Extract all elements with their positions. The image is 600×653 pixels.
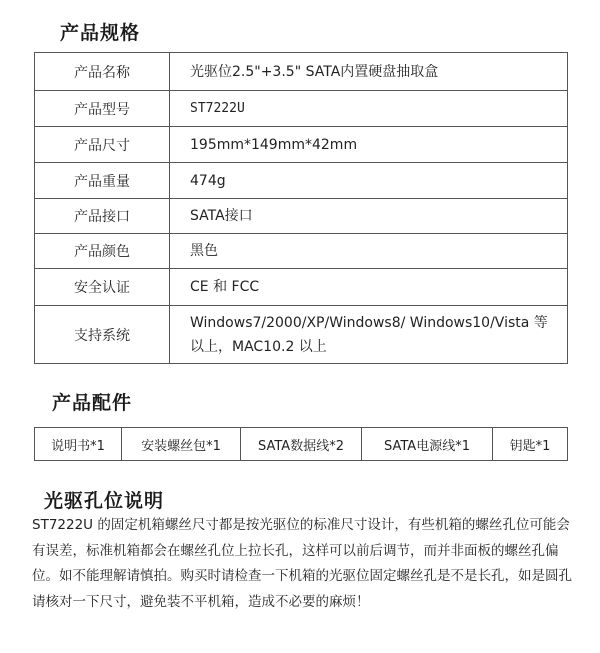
holes-section-title: 光驱孔位说明 (44, 490, 165, 512)
table-row (35, 199, 568, 234)
spec-value-weight: 474g (170, 163, 568, 199)
table-row (35, 53, 568, 91)
spec-value-size: 195mm*149mm*42mm (170, 127, 568, 163)
spec-label-weight: 产品重量 (35, 163, 170, 199)
table-row (35, 91, 568, 127)
table-row (35, 306, 568, 364)
table-row (35, 163, 568, 199)
table-row (35, 234, 568, 269)
accessories-table (34, 427, 568, 461)
accessory-key: 钥匙*1 (493, 428, 568, 461)
table-row (35, 127, 568, 163)
spec-value-interface: SATA接口 (170, 199, 568, 234)
spec-label-os: 支持系统 (35, 306, 170, 364)
specs-table (34, 52, 568, 364)
spec-value-certification: CE 和 FCC (170, 269, 568, 306)
accessory-sata-data-cable: SATA数据线*2 (241, 428, 362, 461)
spec-label-model: 产品型号 (35, 91, 170, 127)
table-row (35, 428, 568, 461)
spec-label-interface: 产品接口 (35, 199, 170, 234)
holes-description: ST7222U 的固定机箱螺丝尺寸都是按光驱位的标准尺寸设计，有些机箱的螺丝孔位可能会有误差，标准机箱都会在螺丝孔位上拉长孔，这样可以前后调节，而并非面板的螺丝孔偏位。如不能理解请慎拍。购买时请检查一下机箱的光驱位固定螺丝孔是不是长孔，如是圆孔请核对一下尺寸，避免装不平机箱，造成不必要的麻烦！ (32, 517, 572, 610)
spec-value-name: 光驱位2.5"+3.5" SATA内置硬盘抽取盒 (170, 53, 568, 91)
spec-label-color: 产品颜色 (35, 234, 170, 269)
spec-value-model: ST7222U (170, 91, 568, 127)
accessory-screw-pack: 安装螺丝包*1 (122, 428, 241, 461)
specs-section-title: 产品规格 (60, 22, 141, 44)
accessory-sata-power-cable: SATA电源线*1 (362, 428, 493, 461)
accessory-manual: 说明书*1 (35, 428, 122, 461)
spec-label-certification: 安全认证 (35, 269, 170, 306)
spec-value-os: Windows7/2000/XP/Windows8/ Windows10/Vista 等以上，MAC10.2 以上 (170, 306, 568, 364)
accessories-section-title: 产品配件 (52, 392, 133, 414)
spec-label-name: 产品名称 (35, 53, 170, 91)
spec-label-size: 产品尺寸 (35, 127, 170, 163)
table-row (35, 269, 568, 306)
spec-value-color: 黑色 (170, 234, 568, 269)
